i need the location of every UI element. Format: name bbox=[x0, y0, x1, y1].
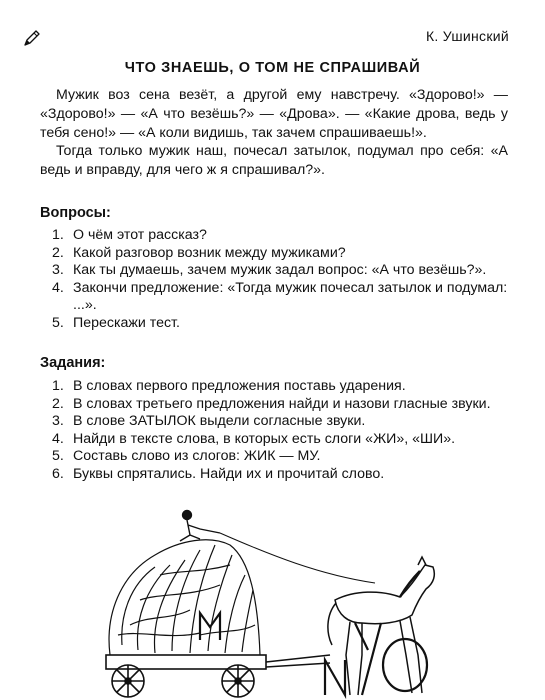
task-item bbox=[52, 431, 508, 449]
question-item bbox=[52, 280, 508, 315]
task-item bbox=[52, 378, 508, 396]
question-item bbox=[52, 262, 508, 280]
item-text: Найди в тексте слова, в которых есть слоги «ЖИ», «ШИ». bbox=[73, 430, 456, 447]
item-text: В слове ЗАТЫЛОК выдели согласные звуки. bbox=[73, 413, 366, 430]
story-title: ЧТО ЗНАЕШЬ, О ТОМ НЕ СПРАШИВАЙ bbox=[124, 60, 421, 76]
item-number: 1. bbox=[52, 378, 64, 394]
item-number: 3. bbox=[52, 413, 64, 430]
item-number: 1. bbox=[52, 227, 64, 243]
item-number: 5. bbox=[52, 314, 64, 331]
task-item bbox=[52, 448, 508, 466]
story-paragraph-1: Мужик воз сена везёт, а другой ему навстречу. «Здорово!» — «Здорово!» — «А что везёшь?» — «Дрова». — «Какие дрова, ведь у тебя сено!» — «А коли видишь, так зачем спрашиваешь!». bbox=[40, 87, 508, 141]
man-figure bbox=[180, 511, 220, 542]
hay-pile bbox=[109, 540, 260, 655]
tasks-list bbox=[52, 378, 508, 484]
reins bbox=[220, 533, 375, 583]
item-number: 4. bbox=[52, 279, 64, 296]
item-number: 4. bbox=[52, 430, 64, 447]
story-text bbox=[40, 86, 508, 180]
question-item bbox=[52, 227, 508, 245]
author-name: К. Ушинский bbox=[425, 28, 509, 44]
item-text: Как ты думаешь, зачем мужик задал вопрос: «А что везёшь?». bbox=[73, 262, 487, 279]
task-item bbox=[52, 396, 508, 414]
item-text: Составь слово из слогов: ЖИК — МУ. bbox=[73, 448, 321, 465]
item-text: Закончи предложение: «Тогда мужик почесал затылок и подумал: ...». bbox=[73, 279, 508, 314]
pencil-icon bbox=[22, 28, 42, 48]
task-item bbox=[52, 413, 508, 431]
question-item bbox=[52, 315, 508, 333]
item-text: В словах третьего предложения найди и назови гласные звуки. bbox=[73, 395, 491, 412]
item-text: О чём этот рассказ? bbox=[73, 227, 207, 243]
tasks-heading: Задания: bbox=[40, 355, 106, 371]
item-text: Какой разговор возник между мужиками? bbox=[73, 244, 346, 261]
item-number: 3. bbox=[52, 262, 64, 279]
item-text: В словах первого предложения поставь ударения. bbox=[73, 378, 406, 394]
item-number: 5. bbox=[52, 448, 64, 465]
item-number: 6. bbox=[52, 465, 64, 482]
item-number: 2. bbox=[52, 244, 64, 261]
cart bbox=[106, 655, 330, 669]
item-number: 2. bbox=[52, 395, 64, 412]
questions-list bbox=[52, 227, 508, 333]
questions-heading: Вопросы: bbox=[40, 205, 111, 221]
story-paragraph-2: Тогда только мужик наш, почесал затылок, подумал про себя: «А ведь и вправду, для чего ж я спрашивал?». bbox=[40, 143, 508, 179]
item-text: Буквы спрятались. Найди их и прочитай слово. bbox=[73, 465, 385, 482]
task-item bbox=[52, 466, 508, 484]
item-text: Перескажи тест. bbox=[73, 314, 180, 331]
hidden-letters bbox=[200, 613, 427, 695]
question-item bbox=[52, 245, 508, 263]
hay-cart-illustration bbox=[100, 505, 440, 700]
